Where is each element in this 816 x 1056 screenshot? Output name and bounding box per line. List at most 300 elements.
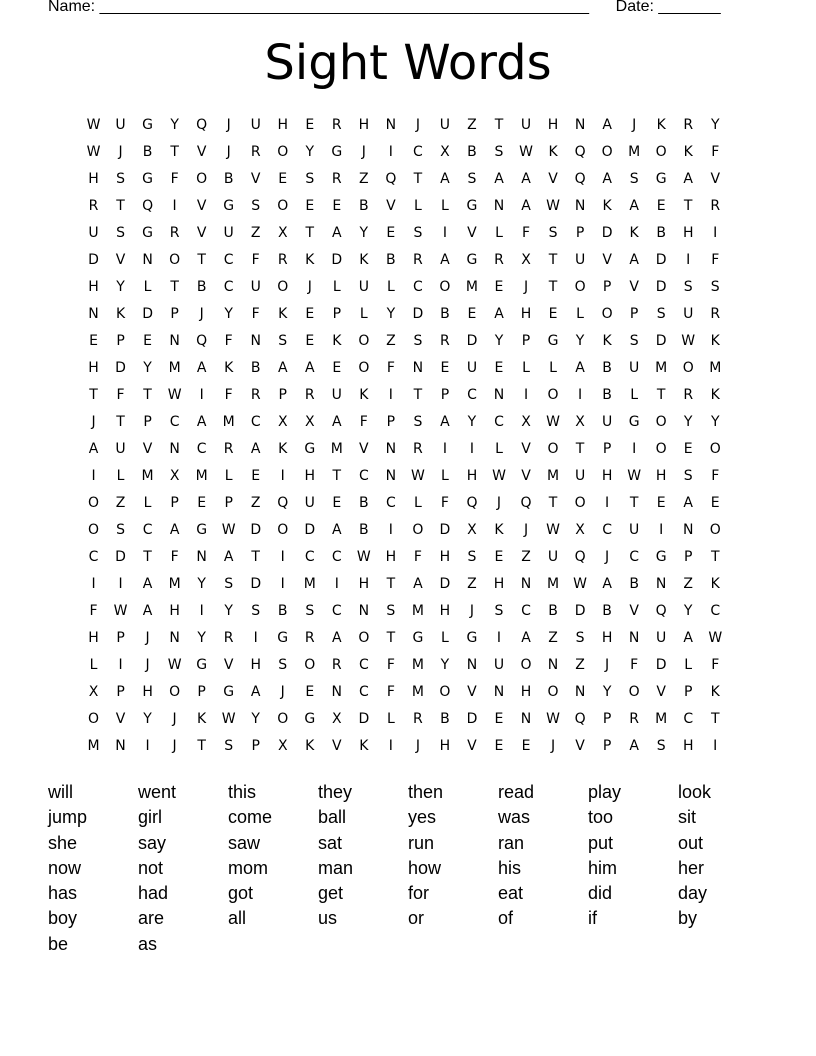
grid-letter: I <box>523 386 529 403</box>
grid-letter: I <box>91 467 96 484</box>
grid-letter: G <box>466 197 478 214</box>
grid-letter: O <box>277 710 289 727</box>
grid-letter: E <box>332 359 342 376</box>
grid-letter: V <box>332 737 342 754</box>
grid-letter: I <box>713 224 718 241</box>
grid-letter: A <box>142 575 153 592</box>
grid-letter: T <box>683 197 693 214</box>
grid-letter: P <box>143 413 152 430</box>
grid-letter: J <box>280 683 285 700</box>
grid-letter: S <box>494 143 504 160</box>
grid-letter: N <box>574 197 586 214</box>
grid-letter: A <box>196 359 207 376</box>
word-list-item: too <box>588 807 614 828</box>
grid-letter: K <box>710 386 720 403</box>
grid-letter: R <box>331 656 342 673</box>
grid-letter: D <box>439 575 451 592</box>
grid-letter: N <box>520 575 532 592</box>
word-list-item: sit <box>678 807 696 828</box>
grid-letter: B <box>629 575 639 592</box>
grid-letter: M <box>655 359 668 376</box>
grid-letter: N <box>385 116 397 133</box>
grid-letter: J <box>469 602 475 619</box>
grid-letter: O <box>547 386 559 403</box>
grid-letter: P <box>440 386 450 403</box>
grid-letter: Q <box>574 143 586 160</box>
grid-letter: B <box>602 386 612 403</box>
grid-letter: R <box>413 440 423 457</box>
grid-letter: V <box>656 683 666 700</box>
word-list-item: by <box>678 908 698 929</box>
grid-letter: L <box>116 467 125 484</box>
grid-letter: O <box>655 413 667 430</box>
grid-letter: A <box>88 440 99 457</box>
grid-letter: U <box>629 359 640 376</box>
grid-letter: J <box>226 116 231 133</box>
grid-letter: H <box>655 467 667 484</box>
grid-letter: A <box>332 521 342 538</box>
grid-letter: A <box>169 521 180 538</box>
grid-letter: A <box>142 602 153 619</box>
grid-letter: B <box>359 494 369 511</box>
grid-letter: P <box>251 737 260 754</box>
grid-letter: L <box>441 197 449 214</box>
grid-letter: D <box>88 251 99 268</box>
grid-letter: E <box>305 683 315 700</box>
grid-letter: A <box>602 116 612 133</box>
grid-letter: A <box>521 629 531 646</box>
grid-letter: O <box>655 440 667 457</box>
grid-letter: Z <box>521 548 531 565</box>
grid-letter: Y <box>197 575 206 592</box>
grid-letter: A <box>521 197 531 214</box>
grid-letter: W <box>681 332 696 349</box>
grid-letter: M <box>465 278 478 295</box>
grid-letter: S <box>116 170 125 187</box>
word-list-item: will <box>48 782 73 802</box>
grid-letter: M <box>87 737 100 754</box>
grid-letter: A <box>683 629 693 646</box>
grid-letter: T <box>89 386 98 403</box>
grid-letter: L <box>441 629 449 646</box>
grid-letter: A <box>332 224 342 241</box>
grid-letter: A <box>575 359 585 376</box>
grid-letter: U <box>304 494 315 511</box>
grid-letter: T <box>143 548 152 565</box>
grid-letter: H <box>466 467 478 484</box>
grid-letter: W <box>221 710 236 727</box>
grid-letter: I <box>145 737 150 754</box>
grid-letter: F <box>386 359 395 376</box>
grid-letter: R <box>250 143 261 160</box>
grid-letter: H <box>277 116 288 133</box>
grid-letter: P <box>683 683 693 700</box>
grid-letter: J <box>415 116 420 133</box>
grid-letter: T <box>629 494 639 511</box>
grid-letter: X <box>467 521 477 538</box>
grid-letter: I <box>442 224 447 241</box>
word-list-item: out <box>678 832 704 853</box>
word-list-item: us <box>318 908 338 929</box>
grid-letter: R <box>413 710 423 727</box>
grid-letter: C <box>196 440 207 457</box>
grid-letter: M <box>168 359 181 376</box>
grid-letter: E <box>278 170 288 187</box>
grid-letter: Y <box>602 683 612 700</box>
grid-letter: V <box>602 251 612 268</box>
grid-letter: H <box>439 548 451 565</box>
grid-letter: P <box>602 278 612 295</box>
grid-letter: R <box>710 305 721 322</box>
grid-letter: U <box>574 251 586 268</box>
grid-letter: C <box>521 602 531 619</box>
grid-letter: S <box>494 602 504 619</box>
grid-letter: T <box>116 197 125 214</box>
grid-letter: E <box>332 197 342 214</box>
grid-letter: D <box>655 278 667 295</box>
grid-letter: D <box>115 548 126 565</box>
grid-letter: G <box>412 629 424 646</box>
grid-letter: K <box>359 386 369 403</box>
grid-letter: W <box>492 467 506 484</box>
grid-letter: U <box>547 548 559 565</box>
grid-letter: S <box>278 656 288 673</box>
grid-letter: P <box>386 413 396 430</box>
grid-letter: W <box>627 467 642 484</box>
grid-letter: S <box>656 737 666 754</box>
grid-letter: Y <box>683 413 693 430</box>
grid-letter: E <box>305 332 315 349</box>
grid-letter: J <box>199 305 204 322</box>
grid-letter: N <box>358 602 370 619</box>
grid-letter: E <box>656 197 666 214</box>
grid-letter: L <box>413 197 422 214</box>
grid-letter: W <box>86 116 101 133</box>
grid-letter: F <box>89 602 98 619</box>
grid-letter: A <box>629 197 639 214</box>
grid-letter: T <box>386 575 396 592</box>
grid-letter: G <box>196 521 208 538</box>
word-list-item: sat <box>318 832 343 853</box>
word-list-item: are <box>138 908 165 929</box>
grid-letter: L <box>89 656 98 673</box>
grid-letter: G <box>142 170 153 187</box>
grid-letter: I <box>442 440 447 457</box>
grid-letter: I <box>713 737 718 754</box>
grid-letter: N <box>574 116 586 133</box>
grid-letter: L <box>359 305 368 322</box>
grid-letter: V <box>521 467 531 484</box>
grid-letter: R <box>683 116 694 133</box>
grid-letter: S <box>116 224 125 241</box>
grid-letter: A <box>440 251 450 268</box>
grid-letter: L <box>522 359 530 376</box>
grid-letter: S <box>251 197 261 214</box>
grid-letter: V <box>521 440 531 457</box>
grid-letter: B <box>142 143 153 160</box>
date-blank: _______ <box>658 0 721 15</box>
word-list-item: if <box>588 908 597 929</box>
grid-letter: A <box>250 440 261 457</box>
grid-letter: L <box>413 494 422 511</box>
grid-letter: L <box>630 386 639 403</box>
grid-letter: X <box>440 143 450 160</box>
word-list-item: for <box>408 883 430 904</box>
grid-letter: K <box>305 251 315 268</box>
grid-letter: A <box>440 413 450 430</box>
grid-letter: K <box>710 683 720 700</box>
grid-letter: O <box>547 683 559 700</box>
grid-letter: L <box>441 467 449 484</box>
grid-letter: O <box>601 143 613 160</box>
grid-letter: M <box>655 710 668 727</box>
grid-letter: X <box>277 413 288 430</box>
grid-letter: P <box>170 494 179 511</box>
grid-letter: C <box>223 278 234 295</box>
grid-letter: O <box>655 143 667 160</box>
word-list-item: or <box>408 908 425 929</box>
grid-letter: C <box>467 386 477 403</box>
grid-letter: W <box>167 656 182 673</box>
grid-letter: Q <box>574 710 586 727</box>
grid-letter: H <box>520 305 532 322</box>
grid-letter: N <box>169 629 180 646</box>
grid-letter: U <box>656 629 667 646</box>
grid-letter: W <box>519 143 533 160</box>
grid-letter: K <box>197 710 207 727</box>
grid-letter: A <box>629 737 639 754</box>
grid-letter: I <box>388 737 393 754</box>
grid-letter: S <box>305 170 315 187</box>
grid-letter: S <box>224 575 234 592</box>
grid-letter: U <box>115 440 126 457</box>
grid-letter: C <box>358 683 369 700</box>
grid-letter: I <box>605 494 610 511</box>
grid-letter: J <box>605 548 610 565</box>
grid-letter: E <box>656 494 666 511</box>
grid-letter: T <box>710 548 720 565</box>
grid-letter: Q <box>574 170 586 187</box>
grid-letter: G <box>223 683 235 700</box>
grid-letter: D <box>655 656 667 673</box>
grid-letter: Z <box>548 629 558 646</box>
grid-letter: Y <box>116 278 125 295</box>
grid-letter: V <box>467 224 477 241</box>
grid-letter: I <box>280 467 285 484</box>
grid-letter: H <box>88 629 99 646</box>
grid-letter: O <box>277 143 289 160</box>
grid-letter: E <box>683 440 693 457</box>
grid-letter: L <box>495 224 503 241</box>
grid-letter: T <box>575 440 585 457</box>
grid-letter: O <box>88 494 100 511</box>
grid-letter: Y <box>710 413 720 430</box>
grid-letter: T <box>170 143 179 160</box>
grid-letter: E <box>494 278 504 295</box>
grid-letter: Z <box>359 170 369 187</box>
grid-letter: P <box>575 224 585 241</box>
grid-letter: B <box>250 359 261 376</box>
grid-letter: Q <box>277 494 289 511</box>
grid-letter: T <box>116 413 125 430</box>
grid-letter: E <box>89 332 98 349</box>
grid-letter: R <box>440 332 450 349</box>
grid-letter: V <box>629 278 639 295</box>
grid-letter: Y <box>251 710 260 727</box>
grid-letter: R <box>331 116 342 133</box>
grid-letter: O <box>169 683 181 700</box>
grid-letter: I <box>172 197 177 214</box>
grid-letter: H <box>682 224 694 241</box>
grid-letter: W <box>708 629 723 646</box>
grid-letter: S <box>386 602 396 619</box>
grid-letter: T <box>332 467 342 484</box>
grid-letter: X <box>88 683 99 700</box>
grid-letter: T <box>386 629 396 646</box>
grid-letter: U <box>331 386 342 403</box>
grid-letter: N <box>412 359 424 376</box>
grid-letter: I <box>496 629 502 646</box>
grid-letter: P <box>278 386 287 403</box>
grid-letter: K <box>602 332 612 349</box>
grid-letter: O <box>709 440 721 457</box>
grid-letter: P <box>602 710 612 727</box>
word-list-item: did <box>588 883 613 904</box>
grid-letter: C <box>250 413 261 430</box>
word-list-item: of <box>498 908 514 929</box>
grid-letter: J <box>361 143 366 160</box>
grid-letter: V <box>359 440 369 457</box>
grid-letter: Q <box>466 494 478 511</box>
grid-letter: Y <box>575 332 585 349</box>
grid-letter: N <box>547 656 559 673</box>
grid-letter: S <box>575 629 585 646</box>
grid-letter: Q <box>655 602 667 619</box>
grid-letter: C <box>88 548 99 565</box>
word-list-item: get <box>318 883 344 904</box>
grid-letter: S <box>710 278 720 295</box>
grid-letter: A <box>332 413 342 430</box>
word-list-item: had <box>138 883 169 904</box>
grid-letter: B <box>386 251 396 268</box>
grid-letter: N <box>574 683 586 700</box>
grid-letter: S <box>467 170 477 187</box>
grid-letter: N <box>493 386 505 403</box>
grid-letter: R <box>494 251 504 268</box>
grid-letter: Z <box>467 575 477 592</box>
word-list-item: she <box>48 832 78 853</box>
word-list-item: ball <box>318 807 347 828</box>
grid-letter: U <box>358 278 369 295</box>
grid-letter: E <box>494 710 504 727</box>
grid-letter: R <box>88 197 99 214</box>
grid-letter: N <box>169 440 180 457</box>
grid-letter: S <box>278 332 288 349</box>
grid-letter: F <box>359 413 368 430</box>
grid-letter: M <box>168 575 181 592</box>
grid-letter: C <box>169 413 180 430</box>
grid-letter: I <box>199 602 204 619</box>
grid-letter: P <box>332 305 342 322</box>
grid-letter: I <box>388 143 393 160</box>
grid-letter: J <box>523 521 529 538</box>
grid-letter: W <box>356 548 371 565</box>
grid-letter: A <box>494 305 504 322</box>
grid-letter: Y <box>143 359 152 376</box>
grid-letter: N <box>142 251 153 268</box>
grid-letter: P <box>197 683 206 700</box>
word-list-item: boy <box>48 908 78 929</box>
grid-letter: G <box>304 710 316 727</box>
grid-letter: K <box>305 737 315 754</box>
grid-letter: J <box>145 656 150 673</box>
grid-letter: N <box>250 332 261 349</box>
grid-letter: L <box>224 467 233 484</box>
grid-letter: D <box>655 332 667 349</box>
grid-letter: D <box>412 305 424 322</box>
grid-letter: T <box>710 710 720 727</box>
grid-letter: K <box>359 737 369 754</box>
grid-letter: N <box>196 548 207 565</box>
grid-letter: J <box>226 143 231 160</box>
grid-letter: S <box>305 602 315 619</box>
grid-letter: N <box>655 575 667 592</box>
grid-letter: D <box>250 575 262 592</box>
grid-letter: R <box>223 440 234 457</box>
grid-letter: J <box>605 656 610 673</box>
grid-letter: I <box>334 575 339 592</box>
grid-letter: F <box>224 386 233 403</box>
grid-letter: H <box>304 467 316 484</box>
word-list-item: day <box>678 883 708 904</box>
grid-letter: L <box>576 305 584 322</box>
grid-letter: M <box>411 656 424 673</box>
grid-letter: G <box>466 629 478 646</box>
grid-letter: Y <box>683 602 693 619</box>
grid-letter: Y <box>467 413 477 430</box>
grid-letter: W <box>221 521 236 538</box>
page-title: Sight Words <box>264 35 552 91</box>
grid-letter: O <box>574 278 586 295</box>
grid-letter: A <box>332 629 342 646</box>
grid-letter: A <box>494 170 504 187</box>
grid-letter: I <box>118 575 123 592</box>
grid-letter: H <box>88 278 99 295</box>
grid-letter: B <box>656 224 666 241</box>
grid-letter: G <box>547 332 559 349</box>
grid-letter: O <box>709 521 721 538</box>
grid-letter: W <box>167 386 182 403</box>
grid-letter: R <box>710 197 721 214</box>
grid-letter: N <box>169 332 180 349</box>
grid-letter: P <box>602 737 612 754</box>
grid-letter: U <box>88 224 99 241</box>
word-list-item: mom <box>228 857 268 878</box>
word-list-item: come <box>228 807 273 828</box>
grid-letter: H <box>601 629 613 646</box>
grid-letter: R <box>413 251 423 268</box>
grid-letter: P <box>629 305 639 322</box>
grid-letter: U <box>115 116 126 133</box>
grid-letter: C <box>358 467 369 484</box>
grid-letter: W <box>546 710 560 727</box>
grid-letter: Z <box>250 494 261 511</box>
word-list-item: jump <box>48 807 88 828</box>
grid-letter: B <box>548 602 558 619</box>
grid-letter: O <box>88 521 100 538</box>
grid-letter: C <box>385 494 396 511</box>
grid-letter: H <box>682 737 694 754</box>
